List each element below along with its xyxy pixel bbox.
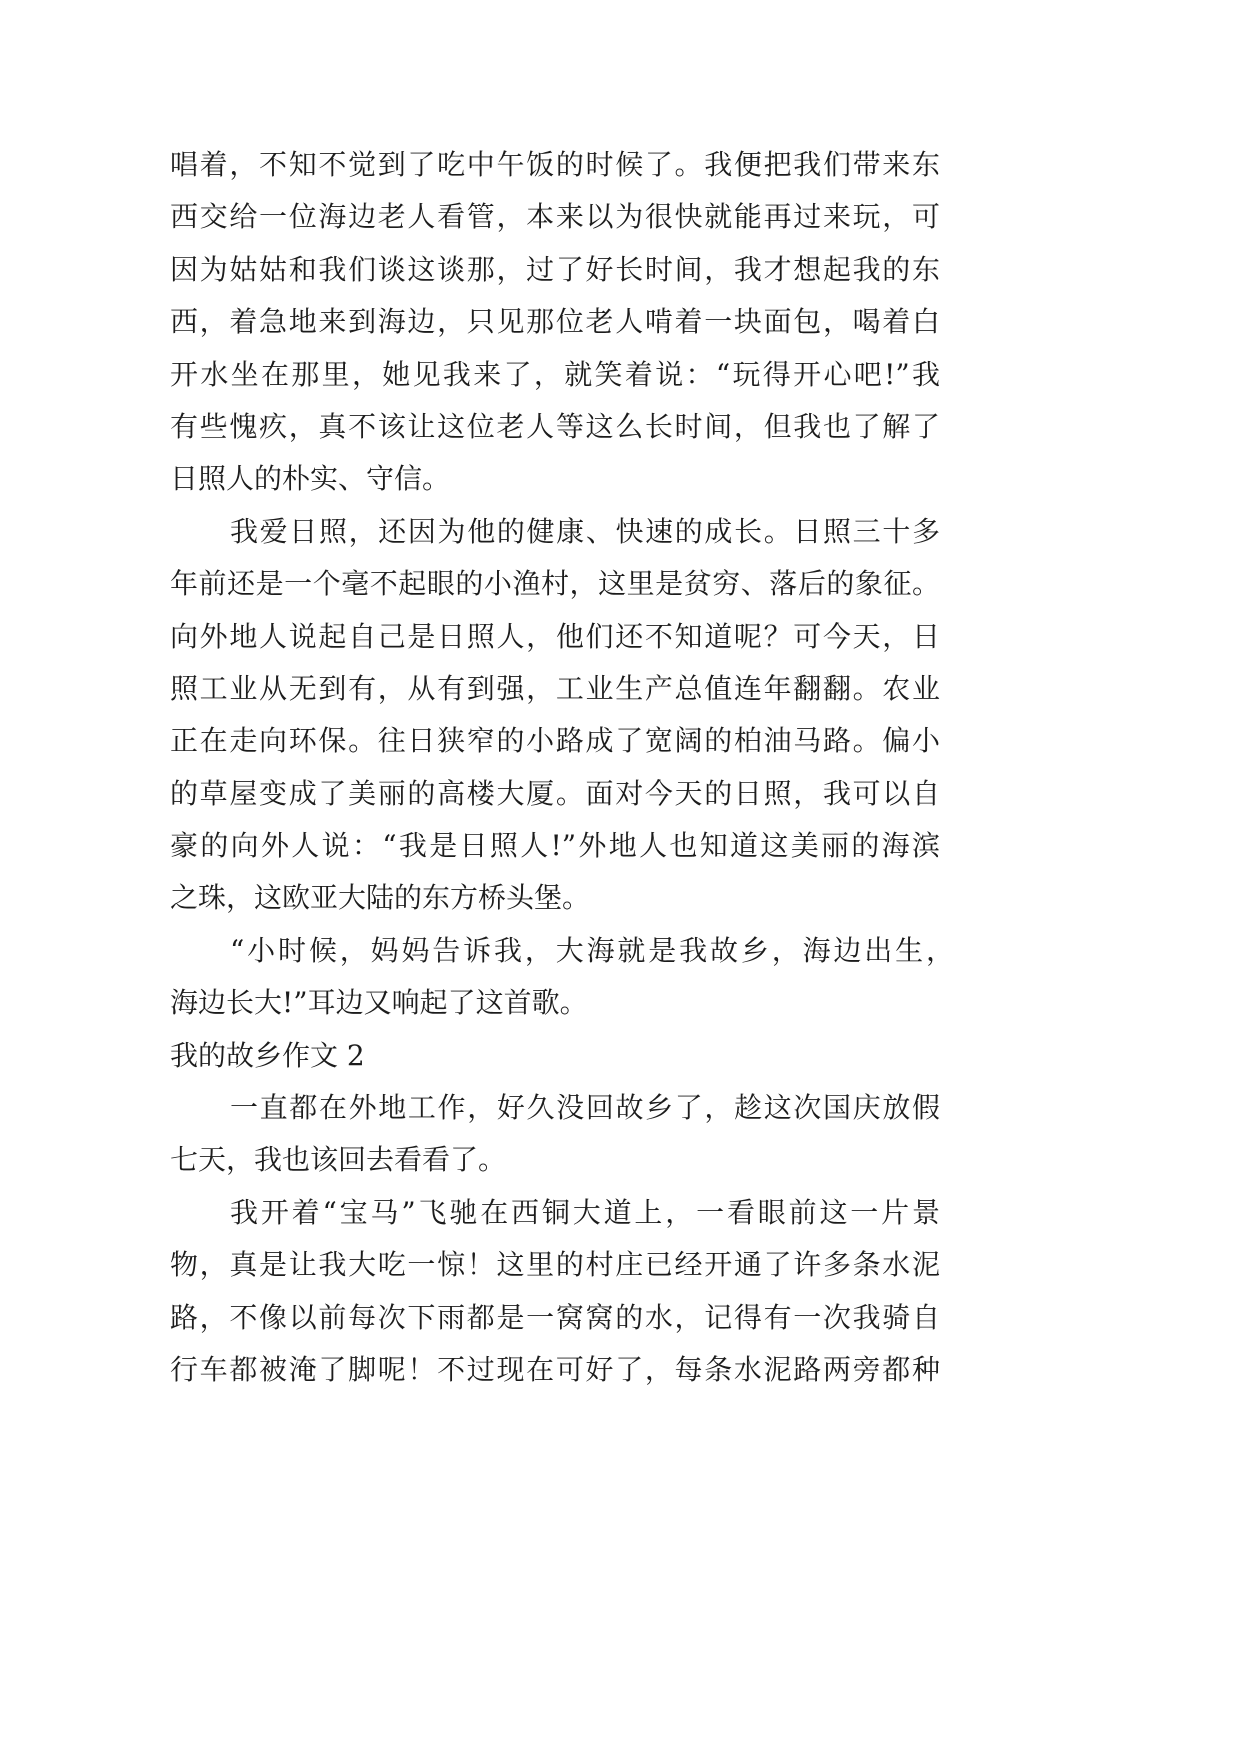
text-line: 行车都被淹了脚呢！不过现在可好了，每条水泥路两旁都种 bbox=[170, 1352, 940, 1386]
paragraph bbox=[170, 925, 954, 1030]
text-line: 唱着，不知不觉到了吃中午饭的时候了。我便把我们带来东 bbox=[170, 148, 940, 181]
text-line: 七天，我也该回去看看了。 bbox=[170, 1143, 507, 1177]
paragraph bbox=[170, 1187, 940, 1397]
document-body bbox=[170, 139, 954, 1396]
text-line: 因为姑姑和我们谈这谈那，过了好长时间，我才想起我的东 bbox=[170, 252, 940, 286]
text-line: 海边长大!”耳边又响起了这首歌。 bbox=[170, 986, 588, 1020]
text-line: 路，不像以前每次下雨都是一窝窝的水，记得有一次我骑自 bbox=[170, 1300, 940, 1334]
text-line: 物，真是让我大吃一惊！这里的村庄已经开通了许多条水泥 bbox=[170, 1248, 940, 1282]
text-line: 年前还是一个毫不起眼的小渔村，这里是贫穷、落后的象征。 bbox=[170, 567, 940, 601]
text-line: 我开着“宝马”飞驰在西铜大道上，一看眼前这一片景 bbox=[230, 1195, 940, 1229]
text-line: 一直都在外地工作，好久没回故乡了，趁这次国庆放假 bbox=[230, 1091, 940, 1125]
paragraph bbox=[170, 506, 940, 925]
text-line: 豪的向外人说：“我是日照人!”外地人也知道这美丽的海滨 bbox=[170, 829, 940, 863]
text-line: 西交给一位海边老人看管，本来以为很快就能再过来玩，可 bbox=[170, 200, 940, 234]
text-line: 开水坐在那里，她见我来了，就笑着说：“玩得开心吧!”我 bbox=[170, 357, 940, 391]
text-line: 有些愧疚，真不该让这位老人等这么长时间，但我也了解了 bbox=[170, 409, 940, 443]
section-heading: 我的故乡作文 2 bbox=[170, 1038, 365, 1072]
text-line: “小时候，妈妈告诉我，大海就是我故乡，海边出生， bbox=[230, 933, 954, 967]
text-line: 之珠，这欧亚大陆的东方桥头堡。 bbox=[170, 881, 591, 915]
paragraph bbox=[170, 139, 940, 506]
text-line: 日照人的朴实、守信。 bbox=[170, 462, 451, 496]
text-line: 我爱日照，还因为他的健康、快速的成长。日照三十多 bbox=[230, 514, 940, 548]
text-line: 向外地人说起自己是日照人，他们还不知道呢？可今天，日 bbox=[170, 619, 940, 653]
text-line: 的草屋变成了美丽的高楼大厦。面对今天的日照，我可以自 bbox=[170, 776, 940, 810]
text-line: 正在走向环保。往日狭窄的小路成了宽阔的柏油马路。偏小 bbox=[170, 724, 940, 758]
paragraph bbox=[170, 1082, 940, 1187]
text-line: 西，着急地来到海边，只见那位老人啃着一块面包，喝着白 bbox=[170, 305, 940, 339]
text-line: 照工业从无到有，从有到强，工业生产总值连年翻翻。农业 bbox=[170, 671, 940, 705]
